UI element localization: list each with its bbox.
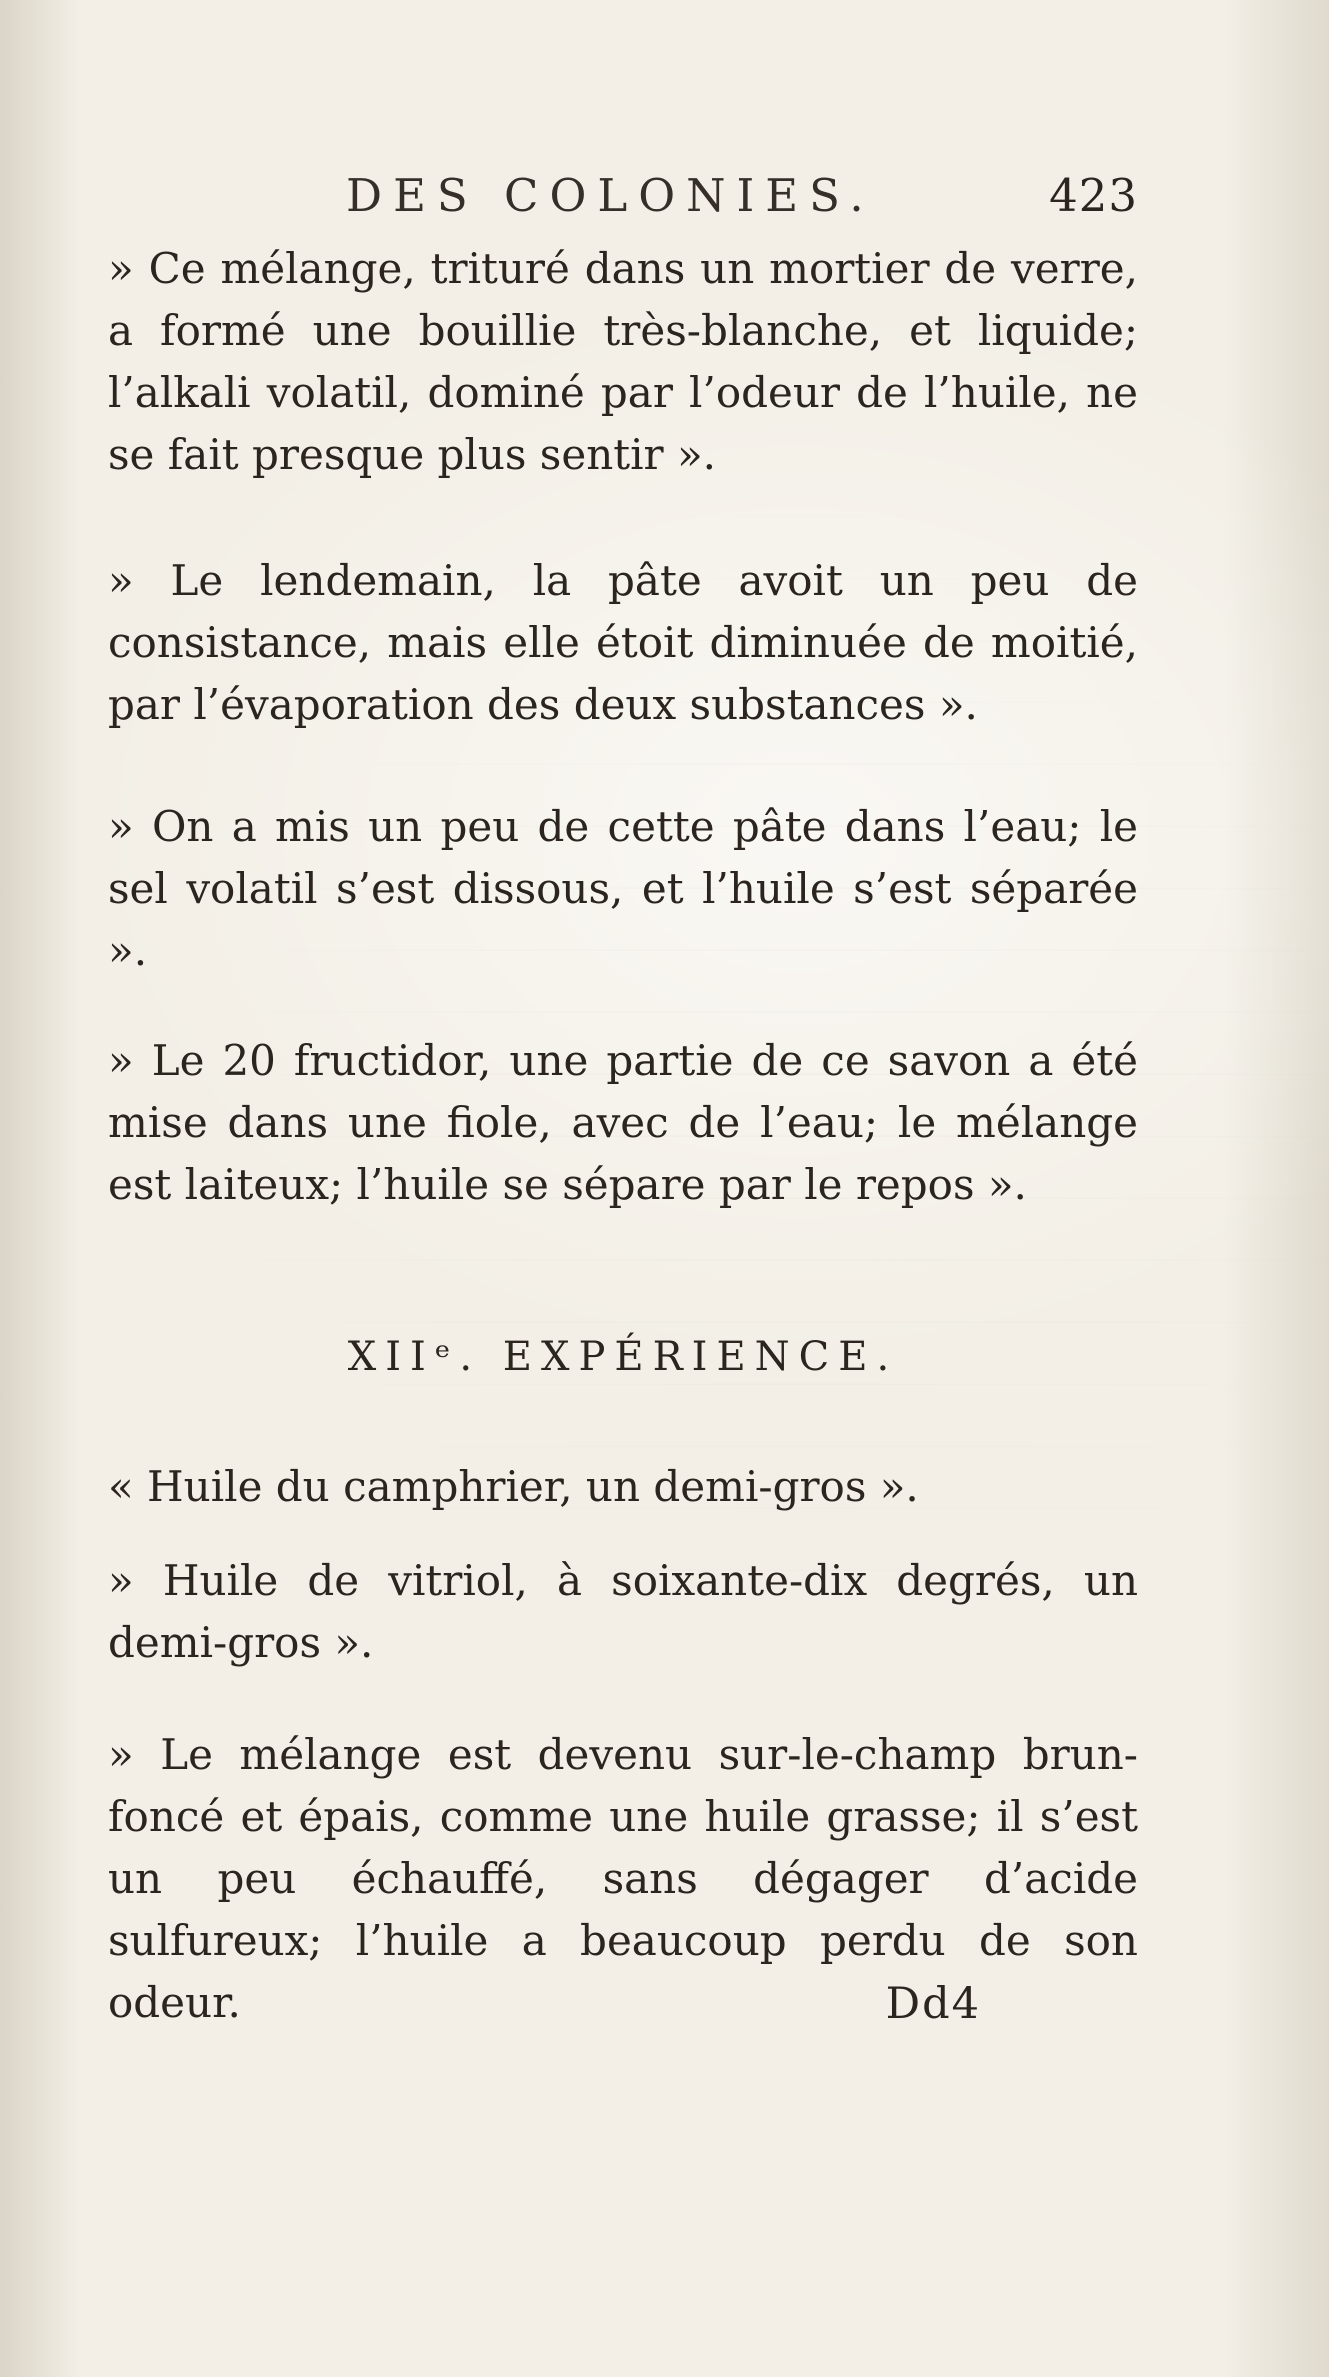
paragraph-1: » Ce mélange, trituré dans un mortier de verre, a formé une bouillie très-blanche, et liquide; l’alkali volatil, dominé par l’odeur de l’huile, ne se fait presque plus sentir ». [108,244,1138,479]
page-number: 423 [1049,169,1138,222]
paragraph-3: » On a mis un peu de cette pâte dans l’eau; le sel volatil s’est dissous, et l’huile s’est séparée ». [108,802,1138,975]
paragraph-6: » Huile de vitriol, à soixante-dix degrés, un demi-gros ». [108,1556,1138,1667]
section-heading: XIIᵉ. EXPÉRIENCE. [347,1334,899,1380]
paragraph-5: « Huile du camphrier, un demi-gros ». [108,1462,919,1511]
signature-mark: Dd4 [885,1979,981,2029]
paragraph-2: » Le lendemain, la pâte avoit un peu de consistance, mais elle étoit diminuée de moitié, par l’évaporation des deux substances ». [108,556,1138,729]
paragraph-4: » Le 20 fructidor, une partie de ce savon a été mise dans une fiole, avec de l’eau; le mélange est laiteux; l’huile se sépare par le repos ». [108,1036,1138,1209]
running-title: DES COLONIES. [346,169,875,222]
paragraph-7: » Le mélange est devenu sur-le-champ brun-foncé et épais, comme une huile grasse; il s’est un peu échauffé, sans dégager d’acide sulfureux; l’huile a beaucoup perdu de son odeur. [108,1730,1138,2027]
running-head [108,166,1138,226]
